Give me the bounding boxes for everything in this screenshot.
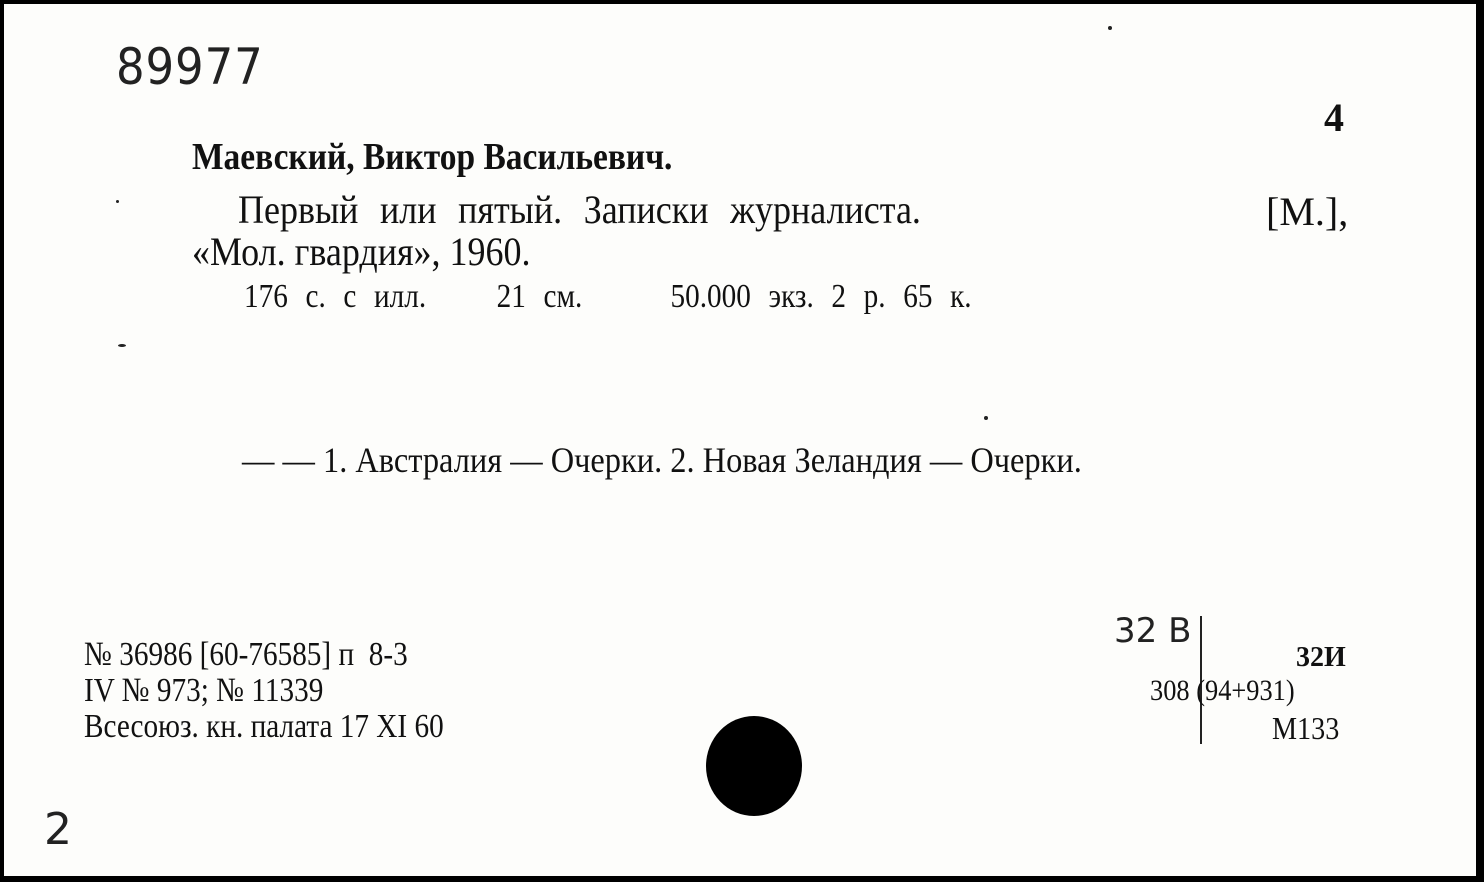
publisher-year: «Мол. гвардия», 1960.	[192, 229, 531, 274]
publication-place: [М.],	[1266, 189, 1349, 234]
punch-hole	[706, 716, 802, 816]
card-number: 4	[1324, 95, 1344, 140]
registration-line-2: IV № 973; № 11339	[84, 672, 324, 709]
inventory-number: 89977	[116, 38, 264, 96]
classification-code-top: 32И	[1296, 642, 1346, 673]
book-title: Первый или пятый. Записки журналиста.	[238, 187, 921, 232]
handwritten-classification: 32 В	[1114, 611, 1192, 651]
author-heading: Маевский, Виктор Васильевич.	[192, 136, 673, 178]
ink-speck	[984, 416, 988, 420]
ink-speck	[118, 344, 126, 347]
author-mark: М133	[1272, 710, 1340, 746]
registration-line-3: Всесоюз. кн. палата 17 XI 60	[84, 708, 444, 745]
physical-description: 176 с. с илл. 21 см. 50.000 экз. 2 р. 65 к.	[244, 278, 972, 315]
catalog-card	[4, 4, 1476, 876]
ink-speck	[116, 200, 119, 203]
subject-headings: — — 1. Австралия — Очерки. 2. Новая Зеландия — Очерки.	[242, 440, 1082, 480]
ink-speck	[1108, 26, 1112, 30]
registration-line-1: № 36986 [60-76585] п 8-3	[84, 636, 408, 673]
classification-code-main: 308 (94+931)	[1150, 674, 1295, 707]
corner-handwritten-number: 2	[44, 804, 72, 855]
